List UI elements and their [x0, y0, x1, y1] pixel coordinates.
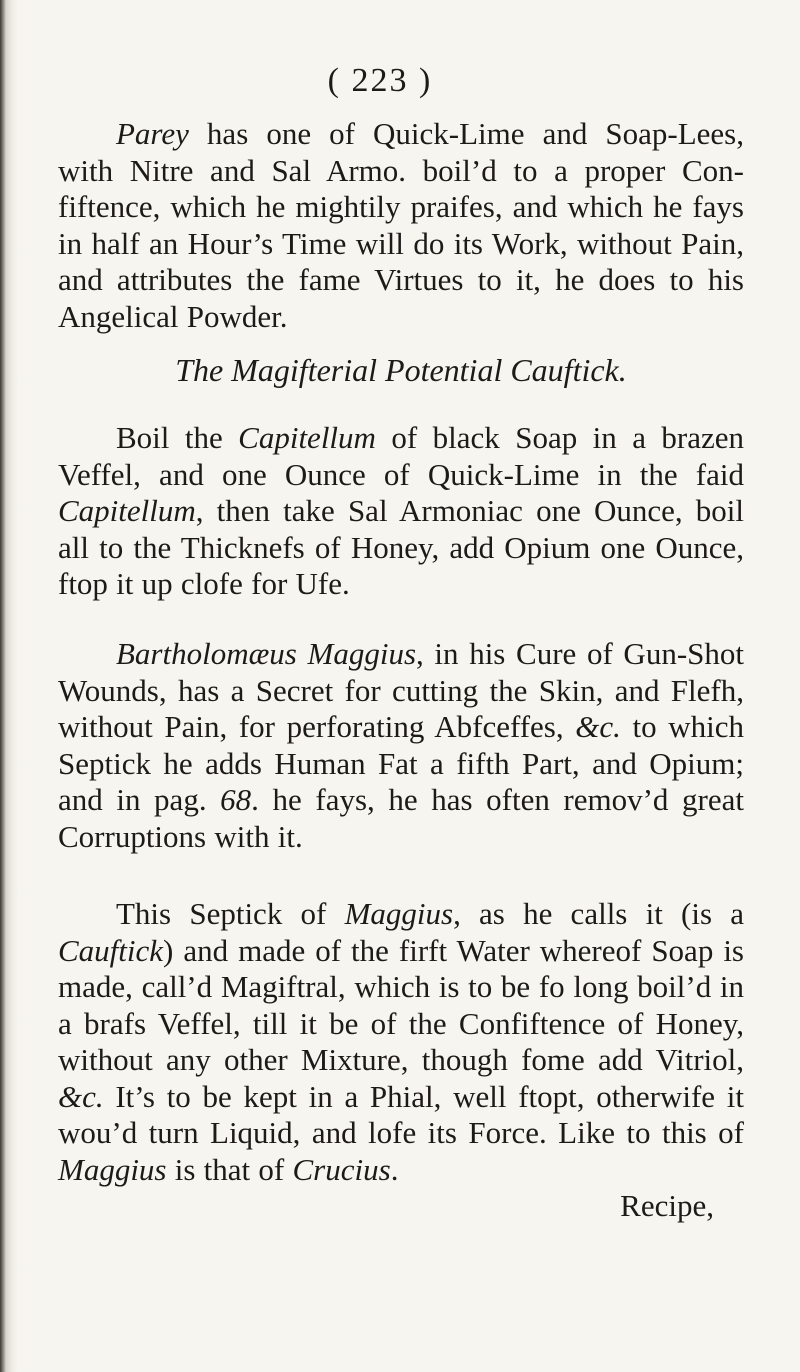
text-run: ) and made of the firft Water whereof Soap is made, call’d Magiftral, which is to be fo long boil’d in a brafs Veffel, till it be of the Confiftence of Honey, without any other Mixture, though fome add Vitriol, — [58, 932, 744, 1077]
paragraph-3 — [58, 636, 744, 855]
italic-run: Capitellum — [58, 493, 196, 528]
text-run: This Septick of — [116, 896, 345, 931]
text-run: to which Septick he adds Human Fat a fifth Part, and Opium; and in pag. — [58, 709, 744, 817]
catchword: Recipe, — [620, 1188, 714, 1223]
text-run: of black Soap in a brazen Veffel, and one Ounce of Quick-Lime in the faid — [58, 420, 744, 492]
paragraph-1 — [58, 116, 744, 335]
italic-run: &c. — [575, 709, 621, 744]
text-run: is that of — [166, 1151, 293, 1187]
italic-run: 68 — [220, 782, 252, 817]
text-run: It’s to be kept in a Phial, well ftopt, otherwife it wou’d turn Liquid, and lofe its Force. Like to this of — [58, 1078, 744, 1150]
italic-run: Bartholomæus Maggius — [116, 636, 417, 671]
text-run: , as he calls it (is a — [453, 896, 744, 931]
text-run: , then take Sal Armoniac one Ounce, boil all to the Thicknefs of Honey, add Opium one Ounce, ftop it up clofe for Ufe. — [58, 493, 744, 601]
italic-run: Maggius — [58, 1151, 167, 1187]
text-run: . — [390, 1151, 399, 1187]
italic-run: Cauftick — [58, 932, 164, 968]
italic-run: Parey — [116, 116, 189, 151]
text-run: . he fays, he has often remov’d great Corruptions with it. — [58, 782, 744, 854]
paragraph-4 — [58, 896, 744, 1188]
italic-run: Maggius — [344, 896, 454, 931]
italic-run: Crucius — [292, 1151, 391, 1187]
text-run: has one of Quick-Lime and Soap-Lees, with Nitre and Sal Armo. boil’d to a proper Confiftence, which he mightily praifes, and which he fays in half an Hour’s Time will do its Work, without Pain, and attributes the fame Virtues to it, he does to his Angelical Powder. — [58, 116, 744, 334]
page-binding-edge — [0, 0, 18, 1372]
italic-run: Capitellum — [238, 420, 376, 455]
paragraph-2 — [58, 420, 744, 603]
italic-run: &c. — [58, 1078, 104, 1114]
page-number: ( 223 ) — [327, 62, 433, 99]
text-run: , in his Cure of Gun-Shot Wounds, has a Secret for cutting the Skin, and Flefh, without Pain, for perforating Abfceffes, — [58, 636, 744, 744]
section-heading: The Magifterial Potential Cauftick. — [175, 352, 627, 388]
text-run: Boil the — [116, 420, 239, 455]
